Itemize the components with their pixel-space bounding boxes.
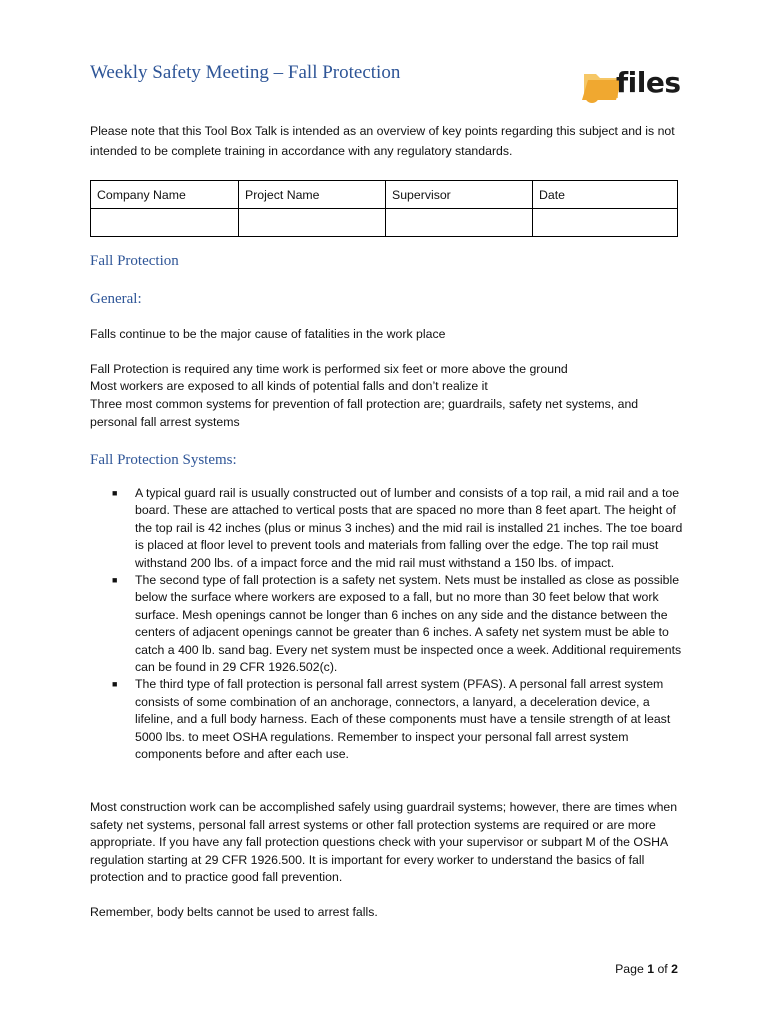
list-item bbox=[90, 676, 690, 763]
of-label: of bbox=[657, 962, 668, 976]
bullet-text: A typical guard rail is usually constructed out of lumber and consists of a top rail, a mid rail and a toe board. These are attached to vertical posts that are spaced no more than 8 feet apart. The height of the top rail is 42 inches (plus or minus 3 inches) and the mid rail is installed 21 inches. The toe board is placed at floor level to prevent tools and materials from falling over the edge. The top rail must withstand 200 lbs. of a impact force and the mid rail must withstand a 150 lbs. of impact. bbox=[135, 486, 683, 570]
bullet-icon: ■ bbox=[112, 679, 118, 690]
closing-paragraph: Most construction work can be accomplished safely using guardrail systems; however, there are times when safety net systems, personal fall arrest systems or other fall protection systems are required or are more appropriate. If you have any fall protection questions check with your supervisor or subpart M of the OSHA regulation starting at 29 CFR 1926.500. It is important for every worker to understand the basics of fall protection and to practice good fall prevention. bbox=[90, 800, 678, 884]
bullet-text: The third type of fall protection is personal fall arrest system (PFAS). A personal fall arrest system consists of some combination of an anchorage, connectors, a lanyard, a deceleration device, a lifeline, and a full body harness. Each of these components must have a tensile strength of at least 5000 lbs. to meet OSHA regulations. Remember to inspect your personal fall arrest system components before and after each use. bbox=[135, 677, 671, 762]
page-label: Page bbox=[615, 962, 644, 976]
list-item bbox=[90, 572, 690, 676]
files-logo bbox=[582, 66, 702, 104]
logo-text: files bbox=[616, 66, 681, 99]
section-heading-fall-protection: Fall Protection bbox=[90, 253, 179, 269]
value-project-name[interactable] bbox=[239, 209, 386, 237]
header-project-name: Project Name bbox=[239, 181, 386, 209]
current-page: 1 bbox=[647, 962, 655, 976]
bullet-icon: ■ bbox=[112, 488, 118, 498]
bullet-text: The second type of fall protection is a safety net system. Nets must be installed as close as possible below the surface where workers are exposed to a fall, but no more than 30 feet below that work surface. Mesh openings cannot be longer than 6 inches on any side and the distance between the centers of adjacent openings cannot be greater than 6 inches. A safety net system must be able to catch a 400 lb. sand bag. Every net system must be inspected once a week. Additional requirements can be found in 29 CFR 1926.502(c). bbox=[135, 573, 682, 675]
header-company-name: Company Name bbox=[91, 181, 239, 209]
intro-paragraph: Please note that this Tool Box Talk is intended as an overview of key points regarding this subject and is not intended to be complete training in accordance with any regulatory standards. bbox=[90, 124, 675, 158]
systems-bullet-list bbox=[90, 485, 690, 764]
page-number bbox=[615, 962, 678, 976]
section-heading-general: General: bbox=[90, 291, 142, 307]
header-supervisor: Supervisor bbox=[386, 181, 533, 209]
value-company-name[interactable] bbox=[91, 209, 239, 237]
list-item bbox=[90, 485, 690, 572]
bullet-icon: ■ bbox=[112, 575, 118, 586]
general-line-1: Falls continue to be the major cause of fatalities in the work place bbox=[90, 327, 446, 341]
meeting-info-table bbox=[90, 180, 678, 237]
total-pages: 2 bbox=[671, 962, 678, 976]
value-supervisor[interactable] bbox=[386, 209, 533, 237]
general-line-2: Fall Protection is required any time work is performed six feet or more above the ground bbox=[90, 362, 568, 376]
header-date: Date bbox=[533, 181, 678, 209]
reminder-line: Remember, body belts cannot be used to arrest falls. bbox=[90, 905, 378, 919]
section-heading-systems: Fall Protection Systems: bbox=[90, 452, 237, 468]
general-line-4: Three most common systems for prevention of fall protection are; guardrails, safety net systems, and personal fall arrest systems bbox=[90, 397, 639, 429]
general-line-3: Most workers are exposed to all kinds of potential falls and don’t realize it bbox=[90, 379, 488, 393]
table-header-row bbox=[91, 181, 678, 209]
value-date[interactable] bbox=[533, 209, 678, 237]
page-title: Weekly Safety Meeting – Fall Protection bbox=[90, 62, 401, 83]
table-value-row bbox=[91, 209, 678, 237]
